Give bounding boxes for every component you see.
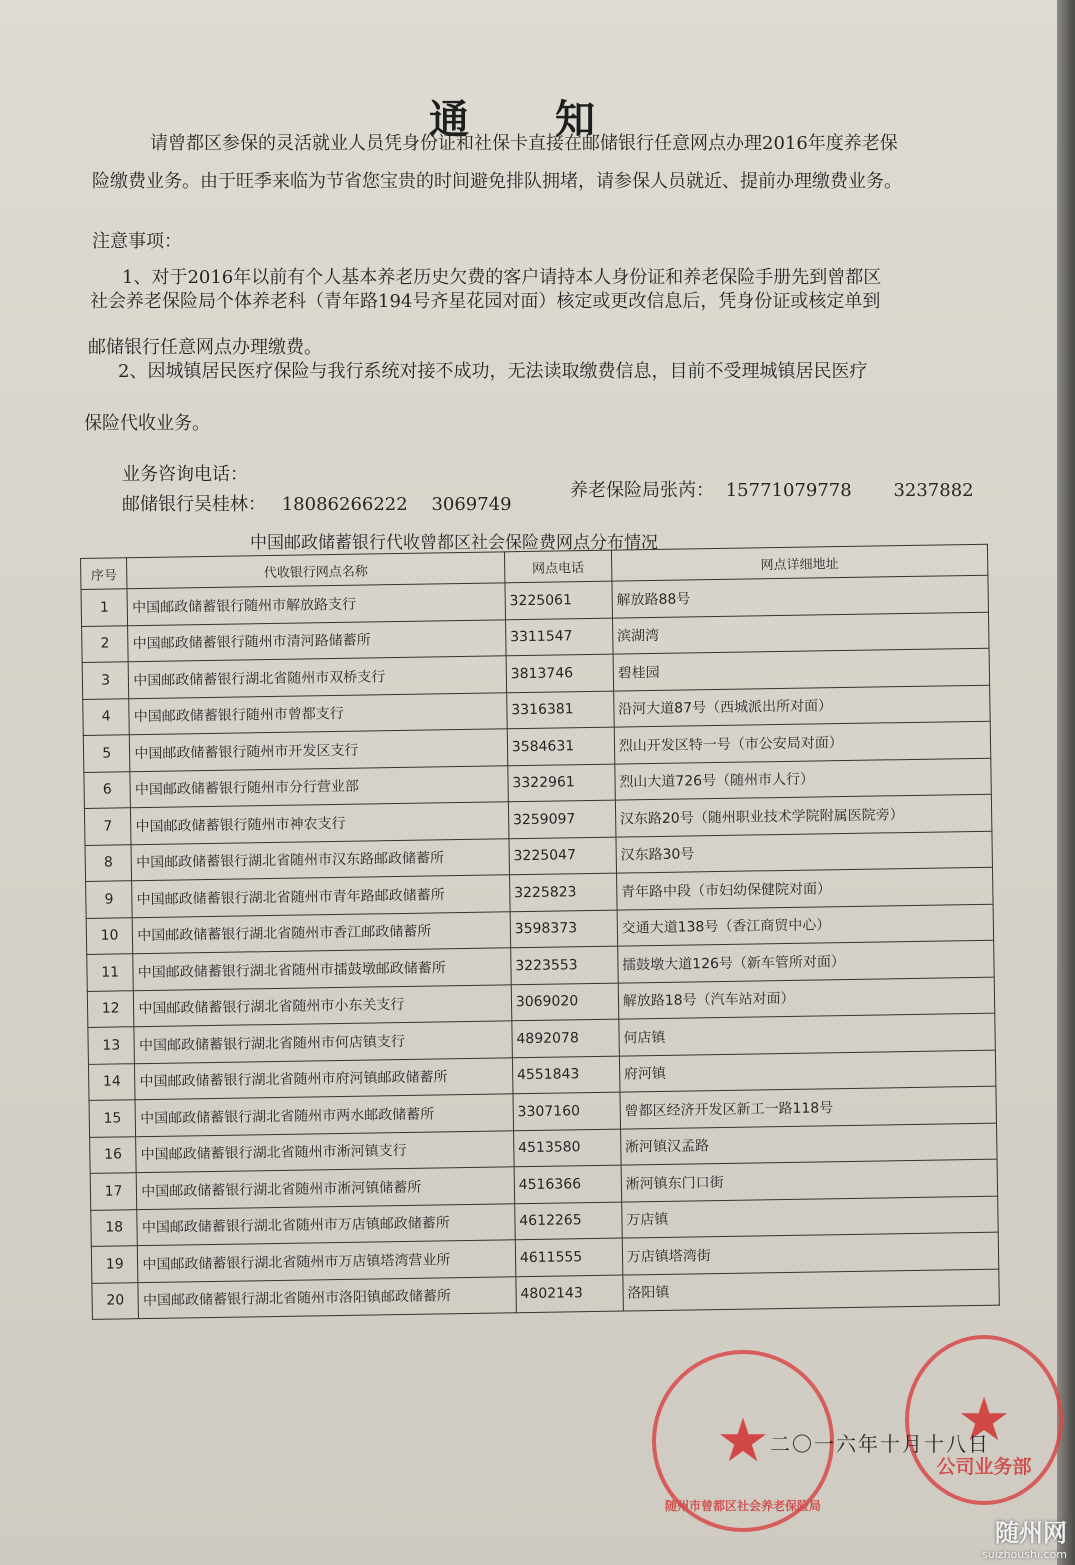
table-caption: 中国邮政储蓄银行代收曾都区社会保险费网点分布情况 xyxy=(250,533,658,553)
row-address: 碧桂园 xyxy=(613,648,990,690)
row-no: 11 xyxy=(87,954,134,991)
row-address: 解放路18号（汽车站对面） xyxy=(618,977,995,1019)
row-phone: 4551843 xyxy=(512,1056,619,1094)
row-address: 滨湖湾 xyxy=(612,612,989,654)
contact-insurance-phone-1: 15771079778 xyxy=(725,480,852,501)
row-branch-name: 中国邮政储蓄银行湖北省随州市万店镇邮政储蓄所 xyxy=(137,1203,515,1245)
row-no: 8 xyxy=(85,844,132,881)
row-no: 16 xyxy=(90,1136,137,1173)
notice-title: 通 知 xyxy=(429,96,631,143)
contact-insurance-name: 养老保险局张芮： xyxy=(570,480,714,501)
row-phone: 3225061 xyxy=(505,581,612,619)
row-phone: 4513580 xyxy=(513,1129,620,1167)
row-address: 何店镇 xyxy=(619,1013,996,1055)
row-phone: 4611555 xyxy=(515,1238,622,1276)
row-no: 6 xyxy=(84,771,131,808)
row-branch-name: 中国邮政储蓄银行湖北省随州市淅河镇储蓄所 xyxy=(137,1167,515,1209)
row-no: 4 xyxy=(83,698,130,735)
row-address: 万店镇 xyxy=(621,1196,998,1238)
row-address: 沿河大道87号（西城派出所对面） xyxy=(613,685,990,727)
row-branch-name: 中国邮政储蓄银行随州市清河路储蓄所 xyxy=(128,619,506,661)
header-addr: 网点详细地址 xyxy=(611,544,988,581)
row-branch-name: 中国邮政储蓄银行随州市开发区支行 xyxy=(130,729,508,771)
row-phone: 3225823 xyxy=(509,873,616,911)
row-no: 9 xyxy=(86,881,133,918)
row-address: 汉东路30号 xyxy=(616,831,993,873)
intro-line-1: 请曾都区参保的灵活就业人员凭身份证和社保卡直接在邮储银行任意网点办理2016年度养老保 xyxy=(150,133,898,154)
contact-insurance xyxy=(570,476,974,502)
row-address: 淅河镇东门口街 xyxy=(621,1159,998,1201)
note-1-line-1: 1、对于2016年以前有个人基本养老历史欠费的客户请持本人身份证和养老保险手册先到曾都区 xyxy=(122,267,882,288)
row-phone: 3316381 xyxy=(507,691,614,729)
note-2-line-1: 2、因城镇居民医疗保险与我行系统对接不成功，无法读取缴费信息，目前不受理城镇居民医疗 xyxy=(118,361,868,382)
row-phone: 3225047 xyxy=(509,837,616,875)
row-no: 13 xyxy=(88,1027,135,1064)
row-phone: 3259097 xyxy=(508,800,615,838)
row-address: 淅河镇汉孟路 xyxy=(620,1123,997,1165)
row-no: 15 xyxy=(89,1100,136,1137)
paper-edge-shadow xyxy=(1057,0,1075,1565)
header-phone: 网点电话 xyxy=(504,550,611,583)
row-no: 19 xyxy=(91,1246,138,1283)
row-branch-name: 中国邮政储蓄银行湖北省随州市淅河镇支行 xyxy=(136,1130,514,1172)
header-name: 代收银行网点名称 xyxy=(127,552,505,589)
row-phone: 4802143 xyxy=(516,1275,623,1313)
row-phone: 3598373 xyxy=(510,910,617,948)
row-phone: 4892078 xyxy=(512,1019,619,1057)
row-address: 汉东路20号（随州职业技术学院附属医院旁） xyxy=(615,794,992,836)
row-phone: 3322961 xyxy=(508,764,615,802)
branch-table xyxy=(80,544,1000,1320)
site-watermark xyxy=(982,1513,1067,1561)
row-branch-name: 中国邮政储蓄银行湖北省随州市何店镇支行 xyxy=(134,1021,512,1063)
right-official-stamp xyxy=(905,1335,1063,1505)
note-1-line-2: 社会养老保险局个体养老科（青年路194号齐星花园对面）核定或更改信息后，凭身份证或核定单到 xyxy=(90,291,881,312)
contact-bank-name: 邮储银行吴桂林： xyxy=(122,494,266,515)
notice-date: 二〇一六年十月十八日 xyxy=(770,1432,990,1456)
stamp-star-icon: ★ xyxy=(716,1406,770,1476)
row-no: 20 xyxy=(92,1282,139,1319)
row-phone: 3307160 xyxy=(513,1092,620,1130)
row-no: 12 xyxy=(87,990,134,1027)
row-branch-name: 中国邮政储蓄银行湖北省随州市府河镇邮政储蓄所 xyxy=(135,1057,513,1099)
row-no: 1 xyxy=(81,589,128,626)
row-branch-name: 中国邮政储蓄银行湖北省随州市洛阳镇邮政储蓄所 xyxy=(138,1276,516,1318)
row-branch-name: 中国邮政储蓄银行湖北省随州市两水邮政储蓄所 xyxy=(135,1094,513,1136)
row-address: 烈山开发区特一号（市公安局对面） xyxy=(614,721,991,763)
row-address: 洛阳镇 xyxy=(623,1269,1000,1311)
notes-heading: 注意事项： xyxy=(92,231,182,252)
row-address: 交通大道138号（香江商贸中心） xyxy=(617,904,994,946)
watermark-url: suizhoushi.com xyxy=(982,1548,1067,1561)
row-no: 2 xyxy=(82,625,129,662)
contact-bank xyxy=(122,490,512,516)
row-branch-name: 中国邮政储蓄银行湖北省随州市擂鼓墩邮政储蓄所 xyxy=(133,948,511,990)
row-no: 18 xyxy=(91,1209,138,1246)
contact-insurance-phone-2: 3237882 xyxy=(893,480,974,501)
row-address: 擂鼓墩大道126号（新车管所对面） xyxy=(617,940,994,982)
row-branch-name: 中国邮政储蓄银行随州市分行营业部 xyxy=(130,765,508,807)
row-branch-name: 中国邮政储蓄银行湖北省随州市小东关支行 xyxy=(134,984,512,1026)
table-body xyxy=(81,575,999,1319)
row-phone: 3069020 xyxy=(511,983,618,1021)
row-branch-name: 中国邮政储蓄银行湖北省随州市汉东路邮政储蓄所 xyxy=(131,838,509,880)
row-branch-name: 中国邮政储蓄银行随州市神农支行 xyxy=(131,802,509,844)
row-branch-name: 中国邮政储蓄银行湖北省随州市青年路邮政储蓄所 xyxy=(132,875,510,917)
row-phone: 3223553 xyxy=(511,946,618,984)
watermark-logo-text: 随州网 xyxy=(995,1519,1067,1547)
row-address: 青年路中段（市妇幼保健院对面） xyxy=(616,867,993,909)
stamp-right-text: 公司业务部 xyxy=(936,1456,1032,1478)
stamp-left-text: 随州市曾都区社会养老保险局 xyxy=(664,1499,821,1513)
row-no: 14 xyxy=(88,1063,135,1100)
row-address: 曾都区经济开发区新工一路118号 xyxy=(620,1086,997,1128)
row-branch-name: 中国邮政储蓄银行湖北省随州市香江邮政储蓄所 xyxy=(132,911,510,953)
consult-label: 业务咨询电话： xyxy=(122,464,248,485)
row-address: 万店镇塔湾街 xyxy=(622,1232,999,1274)
row-phone: 3311547 xyxy=(505,618,612,656)
note-1-line-3: 邮储银行任意网点办理缴费。 xyxy=(88,337,322,358)
row-branch-name: 中国邮政储蓄银行湖北省随州市万店镇塔湾营业所 xyxy=(138,1240,516,1282)
contact-bank-phone-1: 18086266222 xyxy=(281,494,408,515)
intro-line-2: 险缴费业务。由于旺季来临为节省您宝贵的时间避免排队拥堵，请参保人员就近、提前办理缴费业务。 xyxy=(92,171,902,192)
stamp-star-icon-2: ★ xyxy=(957,1385,1011,1455)
row-phone: 4516366 xyxy=(514,1165,621,1203)
row-branch-name: 中国邮政储蓄银行随州市曾都支行 xyxy=(129,692,507,734)
row-no: 5 xyxy=(83,735,130,772)
row-no: 10 xyxy=(86,917,133,954)
header-no: 序号 xyxy=(81,558,128,590)
row-branch-name: 中国邮政储蓄银行随州市解放路支行 xyxy=(127,583,505,625)
row-address: 烈山大道726号（随州市人行） xyxy=(615,758,992,800)
row-no: 3 xyxy=(82,662,129,699)
row-address: 解放路88号 xyxy=(612,575,989,617)
row-phone: 4612265 xyxy=(515,1202,622,1240)
row-branch-name: 中国邮政储蓄银行湖北省随州市双桥支行 xyxy=(128,656,506,698)
note-2-line-2: 保险代收业务。 xyxy=(84,413,210,434)
row-phone: 3584631 xyxy=(507,727,614,765)
row-phone: 3813746 xyxy=(506,654,613,692)
contact-bank-phone-2: 3069749 xyxy=(431,494,512,515)
row-no: 17 xyxy=(90,1173,137,1210)
row-no: 7 xyxy=(84,808,131,845)
row-address: 府河镇 xyxy=(619,1050,996,1092)
